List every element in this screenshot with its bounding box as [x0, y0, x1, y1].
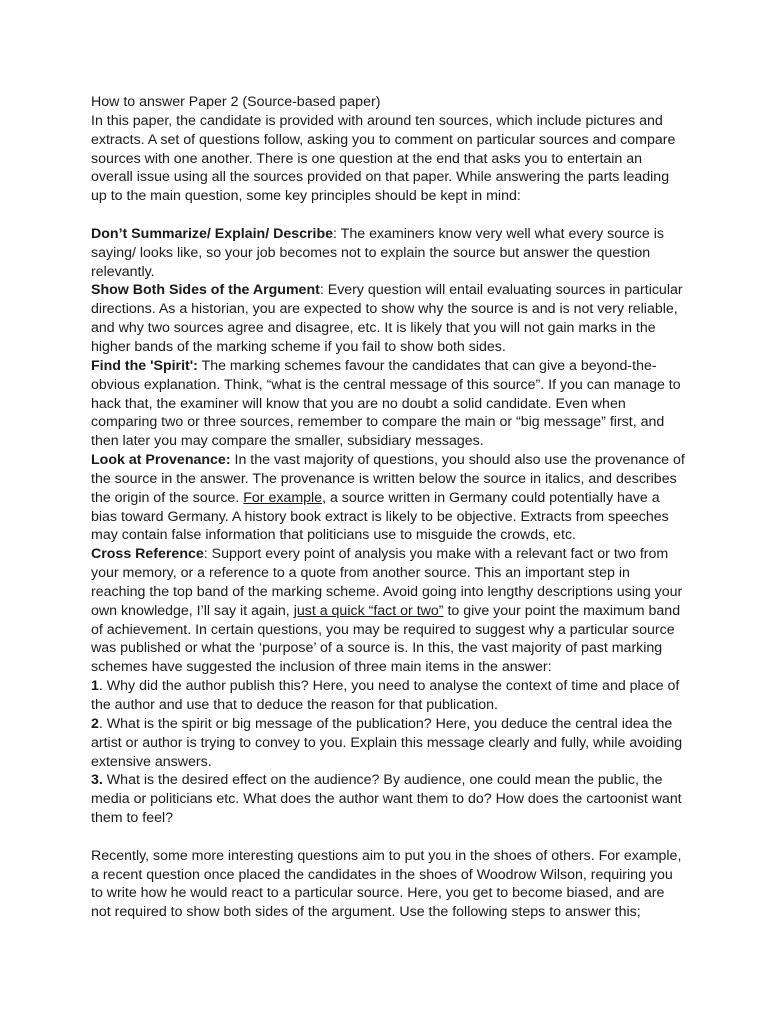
principle-find-spirit: [91, 357, 687, 451]
principle-both-sides: [91, 281, 687, 356]
principle-text: : Support every point of analysis you make with a relevant fact or two from your memory, or a reference to a quote from another source. This an important step in reaching the top band of the marking scheme. Avoid going into lengthy descriptions using your own knowledge, I’ll say it again,: [91, 546, 683, 619]
principle-heading: Look at Provenance:: [91, 452, 231, 469]
document-page: [91, 93, 687, 922]
principle-text: : The examiners know very well what every source is saying/ looks like, so your job becomes not to explain the source but answer the question relevantly.: [91, 225, 664, 280]
principle-provenance: [91, 451, 687, 545]
item-text: . Why did the author publish this? Here, you need to analyse the context of time and place of the author and use that to deduce the reason for that publication.: [91, 678, 680, 713]
item-number: 3.: [91, 772, 103, 789]
closing-paragraph: Recently, some more interesting questions aim to put you in the shoes of others. For example, a recent question once placed the candidates in the shoes of Woodrow Wilson, requiring you to write how he would react to a particular source. Here, you get to become biased, and are not required to show both sides of the argument. Use the following steps to answer this;: [91, 847, 682, 921]
principle-text: : Every question will entail evaluating sources in particular directions. As a historian, you are expected to show why the source is and is not very reliable, and why two sources agree and disagree, etc. It is likely that you will not gain marks in the higher bands of the marking scheme if you fail to show both sides.: [91, 282, 683, 355]
principle-cross-reference: [91, 545, 687, 677]
principle-heading: Don’t Summarize/ Explain/ Describe: [91, 225, 334, 242]
numbered-item-2: [91, 715, 687, 772]
principle-text: The marking schemes favour the candidates that can give a beyond-the-obvious explanation. Think, “what is the central message of this source”. If you can manage to hack that, the examiner will know that you are no doubt a solid candidate. Even when comparing two or three sources, remember to compare the main or “big message” first, and then later you may compare the smaller, subsidiary messages.: [91, 357, 681, 450]
item-number: 1: [91, 678, 99, 695]
underlined-phrase: just a quick “fact or two”: [293, 602, 444, 619]
principle-heading: Cross Reference: [91, 546, 204, 563]
principle-dont-summarize: [91, 225, 687, 282]
principle-text: In the vast majority of questions, you should also use the provenance of the source in the answer. The provenance is written below the source in italics, and describes the origin of the source.: [91, 452, 685, 506]
principle-heading: Show Both Sides of the Argument: [91, 282, 320, 299]
paragraph-gap: [91, 828, 687, 847]
numbered-item-1: [91, 677, 687, 715]
numbered-item-3: [91, 771, 687, 828]
document-title: How to answer Paper 2 (Source-based paper): [91, 94, 381, 110]
principle-heading: Find the 'Spirit':: [91, 357, 198, 374]
item-text: What is the desired effect on the audience? By audience, one could mean the public, the media or politicians etc. What does the author want them to do? How does the cartoonist want them to feel?: [91, 772, 682, 827]
item-number: 2: [91, 715, 99, 732]
principle-text: to give your point the maximum band of achievement. In certain questions, you may be required to suggest why a particular source was published or what the ‘purpose’ of a source is. In this, the vast majority of past marking schemes have suggested the inclusion of three main items in the answer:: [91, 602, 681, 676]
paragraph-gap: [91, 206, 687, 225]
item-text: . What is the spirit or big message of the publication? Here, you deduce the central idea the artist or author is trying to convey to you. Explain this message clearly and fully, while avoiding extensive answers.: [91, 715, 683, 770]
underlined-phrase: For example,: [243, 489, 327, 506]
principle-text: a source written in Germany could potentially have a bias toward Germany. A history book extract is likely to be objective. Extracts from speeches may contain false information that politicians use to misguide the crowds, etc.: [91, 489, 669, 544]
intro-paragraph: In this paper, the candidate is provided with around ten sources, which include pictures and extracts. A set of questions follow, asking you to comment on particular sources and compare sources with one another. There is one question at the end that asks you to entertain an overall issue using all the sources provided on that paper. While answering the parts leading up to the main question, some key principles should be kept in mind:: [91, 112, 676, 205]
